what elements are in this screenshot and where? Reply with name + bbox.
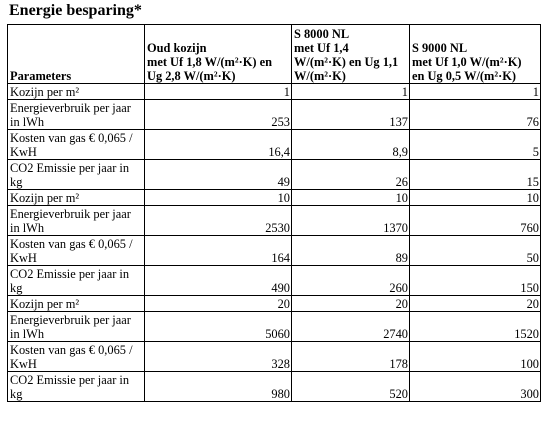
header-line: S 9000 NL — [412, 41, 468, 55]
cell-value: 300 — [410, 372, 541, 402]
header-line: met Uf 1,8 W/(m²·K) en — [147, 55, 272, 69]
table-row — [8, 296, 541, 312]
cell-value: 253 — [145, 100, 292, 130]
header-line: S 8000 NL — [294, 27, 350, 41]
cell-value: 89 — [292, 236, 410, 266]
table-row — [8, 190, 541, 206]
cell-value: 50 — [410, 236, 541, 266]
cell-value: 520 — [292, 372, 410, 402]
cell-value: 1 — [145, 84, 292, 100]
table-row — [8, 312, 541, 342]
row-label: CO2 Emissie per jaar in kg — [8, 372, 145, 402]
cell-value: 178 — [292, 342, 410, 372]
table-row — [8, 84, 541, 100]
cell-value: 26 — [292, 160, 410, 190]
cell-value: 10 — [410, 190, 541, 206]
row-label: Kozijn per m² — [8, 296, 145, 312]
header-line: Ug 2,8 W/(m²·K) — [147, 69, 236, 83]
cell-value: 15 — [410, 160, 541, 190]
row-label: Kosten van gas € 0,065 / KwH — [8, 342, 145, 372]
header-line: W/(m²·K) — [294, 69, 346, 83]
cell-value: 5 — [410, 130, 541, 160]
cell-value: 49 — [145, 160, 292, 190]
cell-value: 100 — [410, 342, 541, 372]
cell-value: 16,4 — [145, 130, 292, 160]
table-header-row — [8, 25, 541, 84]
cell-value: 1520 — [410, 312, 541, 342]
table-row — [8, 236, 541, 266]
cell-value: 2740 — [292, 312, 410, 342]
cell-value: 328 — [145, 342, 292, 372]
row-label: Kosten van gas € 0,065 / KwH — [8, 130, 145, 160]
row-label: Kozijn per m² — [8, 190, 145, 206]
cell-value: 20 — [410, 296, 541, 312]
header-line: met Uf 1,0 W/(m²·K) — [412, 55, 522, 69]
header-s8000 — [292, 25, 410, 84]
energy-savings-table — [7, 24, 541, 402]
cell-value: 5060 — [145, 312, 292, 342]
cell-value: 980 — [145, 372, 292, 402]
header-line: Parameters — [10, 69, 72, 83]
header-old-frame — [145, 25, 292, 84]
cell-value: 150 — [410, 266, 541, 296]
cell-value: 10 — [292, 190, 410, 206]
row-label: Energieverbruik per jaar in lWh — [8, 206, 145, 236]
header-line: en Ug 0,5 W/(m²·K) — [412, 69, 516, 83]
table-row — [8, 266, 541, 296]
cell-value: 2530 — [145, 206, 292, 236]
table-row — [8, 160, 541, 190]
table-body — [8, 84, 541, 402]
table-row — [8, 130, 541, 160]
header-line: Oud kozijn — [147, 41, 207, 55]
row-label: Kosten van gas € 0,065 / KwH — [8, 236, 145, 266]
row-label: Energieverbruik per jaar in lWh — [8, 312, 145, 342]
cell-value: 1 — [292, 84, 410, 100]
cell-value: 10 — [145, 190, 292, 206]
table-row — [8, 342, 541, 372]
header-line: met Uf 1,4 — [294, 41, 349, 55]
cell-value: 20 — [292, 296, 410, 312]
cell-value: 1370 — [292, 206, 410, 236]
header-s9000 — [410, 25, 541, 84]
cell-value: 260 — [292, 266, 410, 296]
cell-value: 164 — [145, 236, 292, 266]
cell-value: 760 — [410, 206, 541, 236]
table-row — [8, 372, 541, 402]
header-parameters — [8, 25, 145, 84]
cell-value: 490 — [145, 266, 292, 296]
row-label: CO2 Emissie per jaar in kg — [8, 160, 145, 190]
row-label: CO2 Emissie per jaar in kg — [8, 266, 145, 296]
cell-value: 20 — [145, 296, 292, 312]
page-title: Energie besparing* — [9, 2, 142, 19]
header-line: W/(m²·K) en Ug 1,1 — [294, 55, 399, 69]
row-label: Kozijn per m² — [8, 84, 145, 100]
cell-value: 8,9 — [292, 130, 410, 160]
row-label: Energieverbruik per jaar in lWh — [8, 100, 145, 130]
cell-value: 1 — [410, 84, 541, 100]
table-row — [8, 206, 541, 236]
cell-value: 76 — [410, 100, 541, 130]
cell-value: 137 — [292, 100, 410, 130]
table-row — [8, 100, 541, 130]
